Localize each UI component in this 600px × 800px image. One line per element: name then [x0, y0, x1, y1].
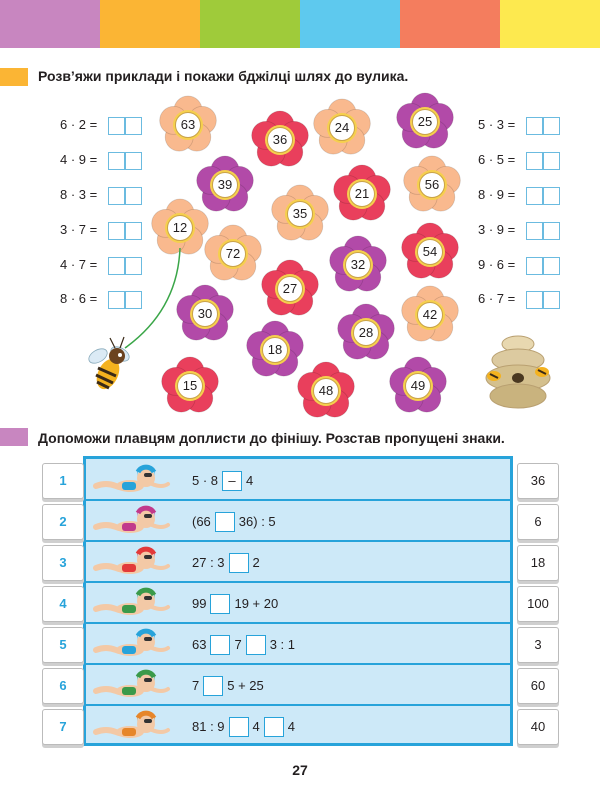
- flower-number: 21: [349, 181, 375, 207]
- flower-number: 28: [353, 320, 379, 346]
- swimmer-icon: [92, 669, 172, 703]
- expression-part: 4: [287, 719, 295, 734]
- swim-expression: [192, 552, 260, 574]
- page-number: 27: [292, 762, 308, 778]
- sign-box[interactable]: [210, 635, 230, 655]
- flower-number: 32: [345, 252, 371, 278]
- expression-part: 36) : 5: [238, 514, 276, 529]
- expression-part: 99: [192, 596, 207, 611]
- flower-number: 42: [417, 302, 443, 328]
- swim-expression: [192, 634, 295, 656]
- expression-part: (66: [192, 514, 211, 529]
- finish-result: 3: [517, 627, 559, 663]
- sign-box[interactable]: [215, 512, 235, 532]
- swim-expression: [192, 675, 264, 697]
- swimmer-icon: [92, 505, 172, 539]
- finish-result: 18: [517, 545, 559, 581]
- flower-number: 30: [192, 301, 218, 327]
- flower-number: 12: [167, 215, 193, 241]
- multiplication-example: 6 · 7 =: [478, 291, 516, 306]
- multiplication-example: 4 · 7 =: [60, 257, 98, 272]
- sign-box[interactable]: [210, 594, 230, 614]
- swimmer-icon: [92, 464, 172, 498]
- flower-number: 36: [267, 127, 293, 153]
- multiplication-example: 8 · 9 =: [478, 187, 516, 202]
- expression-part: 19 + 20: [234, 596, 279, 611]
- multiplication-example: 3 · 7 =: [60, 222, 98, 237]
- finish-result: 40: [517, 709, 559, 745]
- lane-number: 5: [42, 627, 84, 663]
- swimmer-icon: [92, 710, 172, 744]
- sign-box[interactable]: [264, 717, 284, 737]
- multiplication-example: 6 · 2 =: [60, 117, 98, 132]
- expression-part: 2: [252, 555, 260, 570]
- expression-part: 4: [246, 473, 254, 488]
- sign-box[interactable]: [246, 635, 266, 655]
- section2-title: Допоможи плавцям доплисти до фінішу. Розстав пропущені знаки.: [38, 430, 505, 446]
- multiplication-example: 4 · 9 =: [60, 152, 98, 167]
- lane-number: 2: [42, 504, 84, 540]
- flower-number: 15: [177, 373, 203, 399]
- flower-number: 24: [329, 115, 355, 141]
- sign-box[interactable]: –: [222, 471, 242, 491]
- finish-result: 60: [517, 668, 559, 704]
- bee-icon: [82, 334, 138, 396]
- flower-number: 63: [175, 112, 201, 138]
- flower-number: 54: [417, 239, 443, 265]
- expression-part: 27 : 3: [192, 555, 225, 570]
- swim-expression: [192, 511, 276, 533]
- multiplication-example: 6 · 5 =: [478, 152, 516, 167]
- flower-number: 39: [212, 172, 238, 198]
- lane-number: 3: [42, 545, 84, 581]
- multiplication-example: 9 · 6 =: [478, 257, 516, 272]
- section2-marker: [0, 428, 28, 446]
- lane-number: 6: [42, 668, 84, 704]
- expression-part: 3 : 1: [269, 637, 295, 652]
- finish-result: 36: [517, 463, 559, 499]
- sign-box[interactable]: [229, 717, 249, 737]
- flower-number: 48: [313, 378, 339, 404]
- expression-part: 81 : 9: [192, 719, 225, 734]
- section1-title: Розв’яжи приклади і покажи бджілці шлях до вулика.: [38, 68, 409, 84]
- multiplication-example: 3 · 9 =: [478, 222, 516, 237]
- swimmer-icon: [92, 587, 172, 621]
- swim-expression: [192, 593, 278, 615]
- lane-number: 1: [42, 463, 84, 499]
- beehive-icon: [478, 330, 558, 412]
- multiplication-example: 5 · 3 =: [478, 117, 516, 132]
- multiplication-example: 8 · 3 =: [60, 187, 98, 202]
- flower-number: 25: [412, 109, 438, 135]
- sign-box[interactable]: [229, 553, 249, 573]
- swimmer-icon: [92, 546, 172, 580]
- multiplication-example: 8 · 6 =: [60, 291, 98, 306]
- swim-expression: [192, 470, 253, 492]
- swim-expression: [192, 716, 295, 738]
- sign-box[interactable]: [203, 676, 223, 696]
- expression-part: 63: [192, 637, 207, 652]
- flower-number: 18: [262, 337, 288, 363]
- flower-number: 56: [419, 172, 445, 198]
- flower-number: 27: [277, 276, 303, 302]
- expression-part: 5 · 8: [192, 473, 219, 488]
- lane-number: 4: [42, 586, 84, 622]
- expression-part: 7: [234, 637, 242, 652]
- expression-part: 5 + 25: [227, 678, 264, 693]
- flower-number: 72: [220, 241, 246, 267]
- finish-result: 6: [517, 504, 559, 540]
- lane-number: 7: [42, 709, 84, 745]
- expression-part: 4: [252, 719, 260, 734]
- flower-number: 35: [287, 201, 313, 227]
- swimmer-icon: [92, 628, 172, 662]
- finish-result: 100: [517, 586, 559, 622]
- flower-number: 49: [405, 373, 431, 399]
- expression-part: 7: [192, 678, 200, 693]
